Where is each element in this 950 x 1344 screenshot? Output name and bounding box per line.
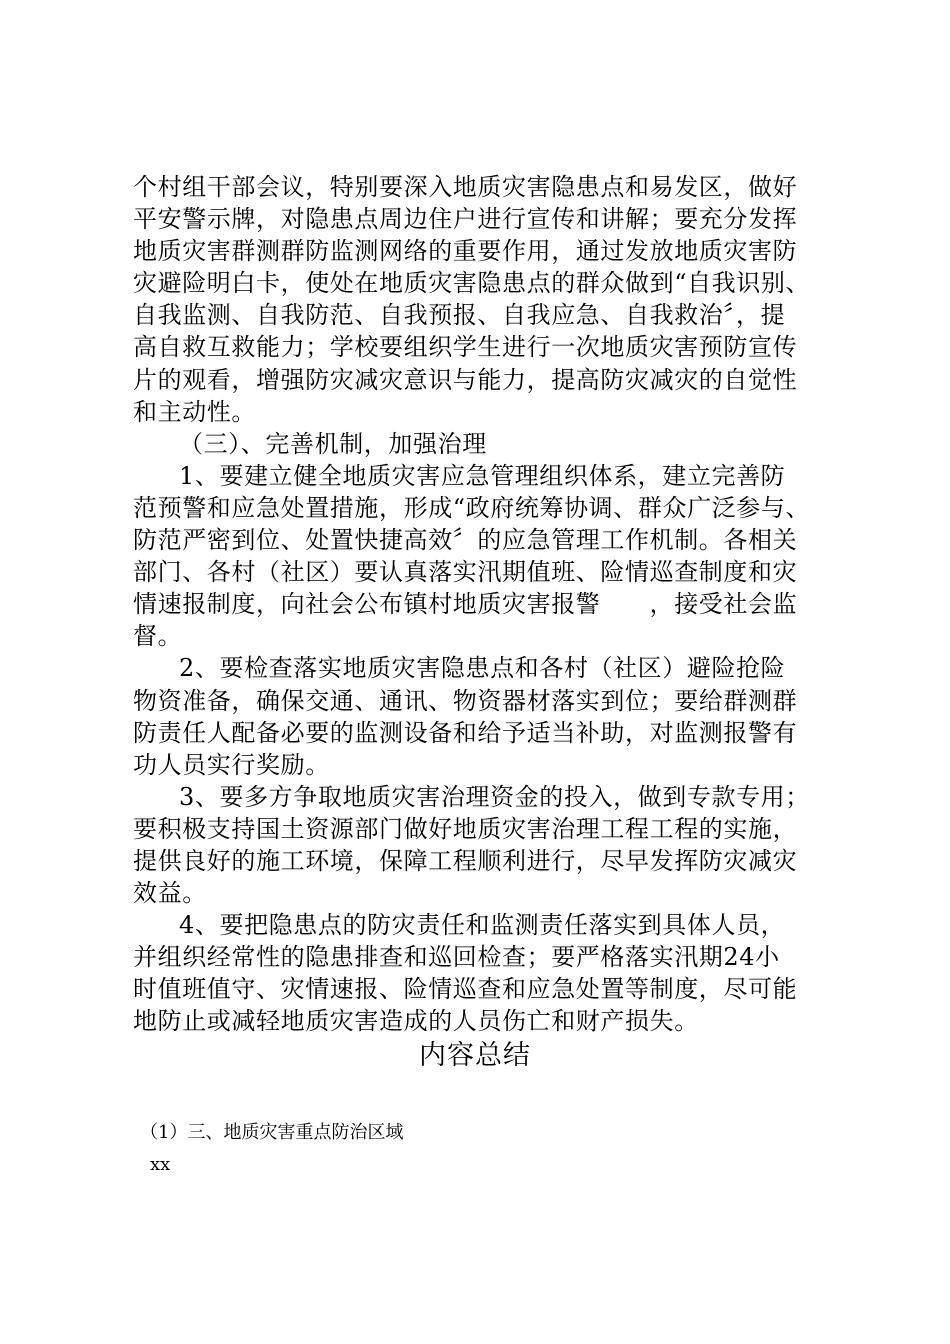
summary-title: 内容总结: [419, 1040, 531, 1071]
body-line: 4、要把隐患点的防灾责任和监测责任落实到具体人员，: [179, 911, 786, 940]
body-line: 部门、各村（社区）要认真落实汛期值班、险情巡查制度和灾: [133, 558, 798, 587]
body-line: 提供良好的施工环境，保障工程顺利进行，尽早发挥防灾减灾: [133, 846, 798, 875]
body-line: 地质灾害群测群防监测网络的重要作用，通过发放地质灾害防: [133, 237, 798, 266]
body-line: 物资准备，确保交通、通讯、物资器材落实到位；要给群测群: [133, 686, 798, 715]
document-body: [133, 171, 833, 1038]
body-line: 并组织经常性的隐患排查和巡回检查；要严格落实汛期24小: [133, 943, 780, 972]
body-line: 要积极支持国土资源部门做好地质灾害治理工程工程的实施，: [133, 814, 798, 843]
body-line: 和主动性。: [133, 397, 256, 426]
body-line: 个村组干部会议，特别要深入地质灾害隐患点和易发区，做好: [133, 173, 798, 201]
body-line: 自我监测、自我防范、自我预报、自我应急、自我救治〞，提: [133, 301, 786, 330]
body-line: 防责任人配备必要的监测设备和给予适当补助，对监测报警有: [133, 718, 798, 747]
summary-item: （1）三、地质灾害重点防治区域: [140, 1122, 404, 1143]
body-line: 灾避险明白卡，使处在地质灾害隐患点的群众做到“自我识别、: [133, 269, 811, 298]
body-line: 1、要建立健全地质灾害应急管理组织体系，建立完善防: [179, 461, 786, 490]
body-line: 2、要检查落实地质灾害隐患点和各村（社区）避险抢险: [179, 654, 786, 683]
body-line: 平安警示牌，对隐患点周边住户进行宣传和讲解；要充分发挥: [133, 205, 798, 234]
section-heading: （三）、完善机制，加强治理: [179, 429, 487, 458]
body-line: 功人员实行奖励。: [133, 750, 330, 779]
summary-note: xx: [150, 1154, 171, 1175]
body-line: 地防止或减轻地质灾害造成的人员伤亡和财产损失。: [133, 1007, 699, 1036]
body-line: 3、要多方争取地质灾害治理资金的投入，做到专款专用；: [179, 782, 810, 811]
body-line: 情速报制度，向社会公布镇村地质灾害报警 ，接受社会监: [133, 590, 798, 619]
body-line: 片的观看，增强防灾减灾意识与能力，提高防灾减灾的自觉性: [133, 365, 798, 394]
body-line: 时值班值守、灾情速报、险情巡查和应急处置等制度，尽可能: [133, 975, 798, 1004]
body-line: 效益。: [133, 879, 207, 908]
body-line: 防范严密到位、处置快捷高效〞的应急管理工作机制。各相关: [133, 526, 798, 555]
body-line: 督。: [133, 622, 183, 651]
body-line: 高自救互救能力；学校要组织学生进行一次地质灾害预防宣传: [133, 333, 798, 362]
body-line: 范预警和应急处置措施，形成“政府统筹协调、群众广泛参与、: [133, 493, 811, 522]
